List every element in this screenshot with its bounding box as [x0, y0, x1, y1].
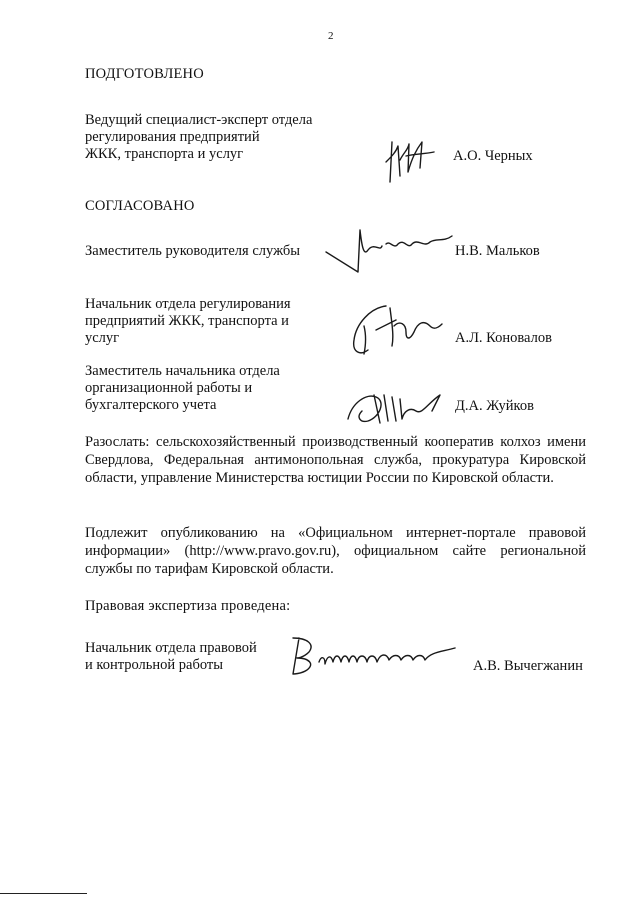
- legal-review-position-line: и контрольной работы: [85, 657, 223, 673]
- agreed-signer-2-position-line: Начальник отдела регулирования: [85, 296, 291, 312]
- prepared-position-line: Ведущий специалист-эксперт отдела: [85, 112, 313, 128]
- agreed-signer-3-position: [85, 363, 280, 414]
- distribution-paragraph: Разослать: сельскохозяйственный производственный кооператив колхоз имени Свердлова, Федеральная антимонопольная служба, прокуратура Кировской области, управление Министерства юстиции России по Кировской области.: [85, 434, 586, 486]
- agreed-signer-2-name: А.Л. Коновалов: [455, 330, 552, 346]
- signature-malkov: [320, 222, 462, 280]
- legal-review-heading: Правовая экспертиза проведена:: [85, 598, 291, 614]
- page-number: 2: [328, 30, 334, 42]
- prepared-name: А.О. Черных: [453, 148, 533, 164]
- signature-chernykh: [378, 132, 440, 190]
- agreed-signer-2-position: [85, 296, 291, 347]
- agreed-signer-2-position-line: предприятий ЖКК, транспорта и: [85, 313, 289, 329]
- legal-review-position: [85, 640, 257, 674]
- signature-zhuykov: [340, 385, 448, 429]
- legal-review-name: А.В. Вычегжанин: [473, 658, 583, 674]
- agreed-signer-3-position-line: бухгалтерского учета: [85, 397, 217, 413]
- footnote-divider: [0, 893, 87, 894]
- agreed-signer-1-name: Н.В. Мальков: [455, 243, 540, 259]
- agreed-signer-2-position-line: услуг: [85, 330, 120, 346]
- agreed-signer-1-position: [85, 243, 300, 260]
- prepared-position: [85, 112, 312, 163]
- agreed-heading: СОГЛАСОВАНО: [85, 198, 195, 214]
- prepared-position-line: регулирования предприятий: [85, 129, 260, 145]
- agreed-signer-3-name: Д.А. Жуйков: [455, 398, 534, 414]
- signature-vychegzhanin: [285, 632, 465, 680]
- publication-paragraph: Подлежит опубликованию на «Официальном интернет-портале правовой информации» (http://www.pravo.gov.ru), официальном сайте региональной службы по тарифам Кировской области.: [85, 525, 586, 577]
- agreed-signer-1-position-line: Заместитель руководителя службы: [85, 243, 301, 259]
- signature-konovalov: [340, 296, 450, 362]
- agreed-signer-3-position-line: Заместитель начальника отдела: [85, 363, 280, 379]
- legal-review-position-line: Начальник отдела правовой: [85, 640, 257, 656]
- agreed-signer-3-position-line: организационной работы и: [85, 380, 253, 396]
- prepared-position-line: ЖКК, транспорта и услуг: [85, 146, 244, 162]
- prepared-heading: ПОДГОТОВЛЕНО: [85, 66, 204, 82]
